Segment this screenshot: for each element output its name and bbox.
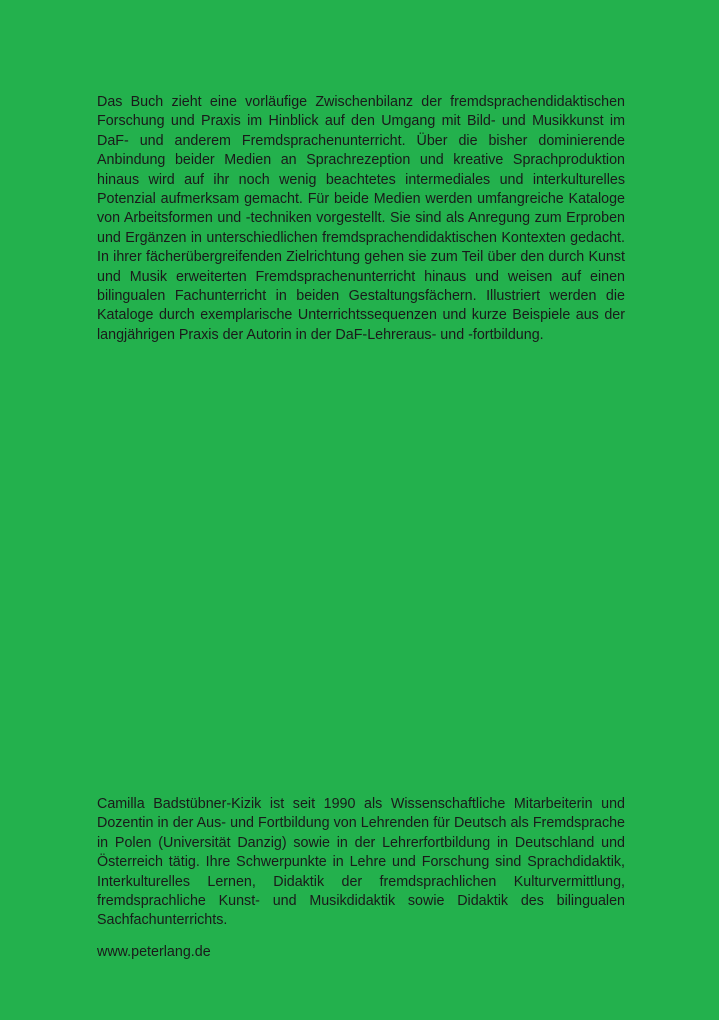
book-summary: Das Buch zieht eine vorläufige Zwischenbilanz der fremdsprachendidaktischen Forschung und Praxis im Hinblick auf den Umgang mit Bild- und Musikkunst im DaF- und anderem Fremdsprachenunterricht. Über die bisher dominierende Anbindung beider Medien an Sprachrezeption und kreative Sprachproduktion hinaus wird auf ihr noch wenig beachtetes intermediales und interkulturelles Potenzial aufmerksam gemacht. Für beide Medien werden umfangreiche Kataloge von Arbeitsformen und -techniken vorgestellt. Sie sind als Anregung zum Erproben und Ergänzen in unterschiedlichen fremdsprachendidaktischen Kontexten gedacht. In ihrer fächerübergreifenden Zielrichtung gehen sie zum Teil über den durch Kunst und Musik erweiterten Fremdsprachenunterricht hinaus und weisen auf einen bilingualen Fachunterricht in beiden Gestaltungsfächern. Illustriert werden die Kataloge durch exemplarische Unterrichtssequenzen und kurze Beispiele aus der langjährigen Praxis der Autorin in der DaF-Lehreraus- und -fortbildung. [97,94,625,343]
publisher-website: www.peterlang.de [97,944,211,960]
author-bio: Camilla Badstübner-Kizik ist seit 1990 als Wissenschaftliche Mitarbeiterin und Dozentin in der Aus- und Fortbildung von Lehrenden für Deutsch als Fremdsprache in Polen (Universität Danzig) sowie in der Lehrerfortbildung in Deutschland und Österreich tätig. Ihre Schwerpunkte in Lehre und Forschung sind Sprachdidaktik, Interkulturelles Lernen, Didaktik der fremdsprachlichen Kulturvermittlung, fremdsprachliche Kunst- und Musikdidaktik sowie Didaktik des bilingualen Sachfachunterrichts. [97,796,625,929]
